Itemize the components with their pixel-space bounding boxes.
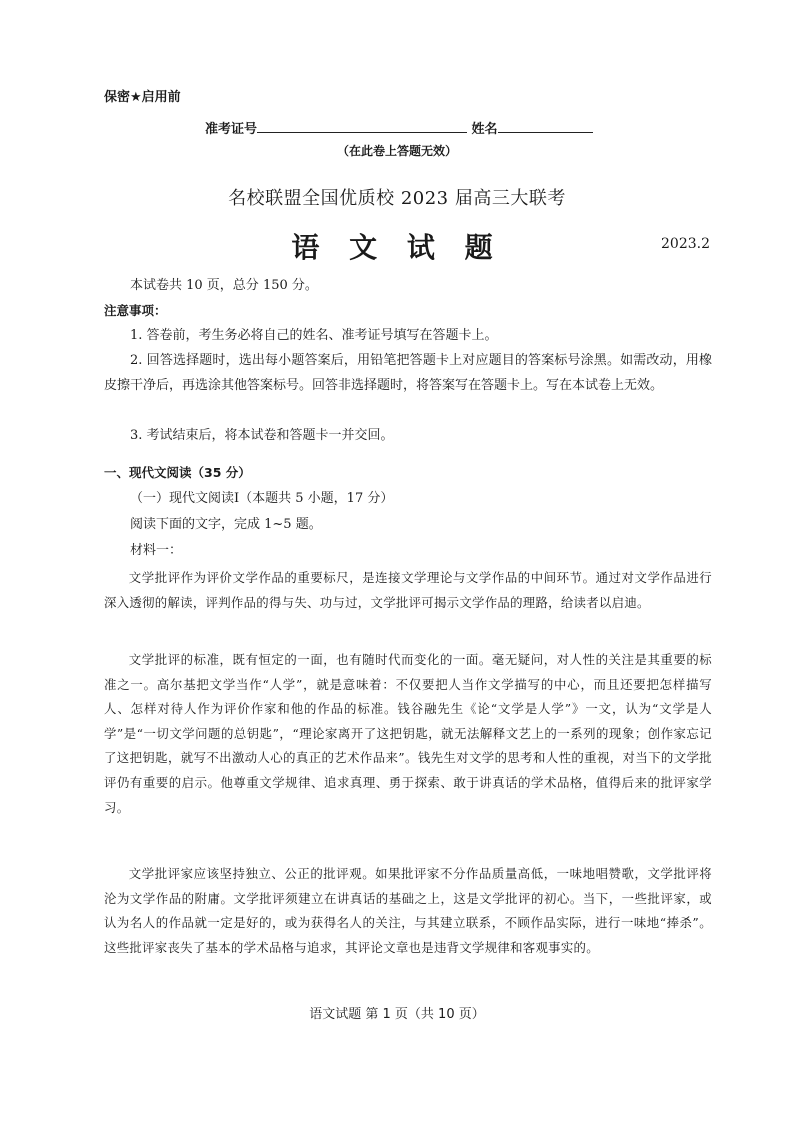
invalid-answer-note: （在此卷上答题无效） xyxy=(336,144,457,158)
section-heading: 一、现代文阅读（35 分） xyxy=(104,465,251,480)
secrecy-label: 保密★启用前 xyxy=(104,90,181,105)
exam-date: 2023.2 xyxy=(661,236,710,252)
exam-id-blank xyxy=(257,120,467,133)
page-footer: 语文试题 第 1 页（共 10 页） xyxy=(309,1007,485,1022)
material-paragraph-3: 文学批评家应该坚持独立、公正的批评观。如果批评家不分作品质量高低，一味地唱赞歌，文学批评将沦为文学作品的附庸。文学批评须建立在讲真话的基础之上，这是文学批评的初心。当下，一些批评家，或认为名人的作品就一定是好的，或为获得名人的关注，与其建立联系，不顾作品实际，进行一味地“捧杀”。这些批评家丧失了基本的学术品格与追求，其评论文章也是违背文学规律和客观事实的。 xyxy=(104,866,712,955)
material-paragraph-2: 文学批评的标准，既有恒定的一面，也有随时代而变化的一面。毫无疑问，对人性的关注是其重要的标准之一。高尔基把文学当作“人学”，就是意味着：不仅要把人当作文学描写的中心，而且还要把怎样描写人、怎样对待人作为评价作家和他的作品的标准。钱谷融先生《论“文学是人学”》一文，认为“文学是人学”是“一切文学问题的总钥匙”，“理论家离开了这把钥匙，就无法解释文艺上的一系列的现象；创作家忘记了这把钥匙，就写不出激动人心的真正的艺术作品来”。钱先生对文学的思考和人性的重视，对当下的文学批评仍有重要的启示。他尊重文学规律、追求真理、勇于探索、敢于讲真话的学术品格，值得后来的批评家学习。 xyxy=(104,652,712,815)
reading-instruction: 阅读下面的文字，完成 1~5 题。 xyxy=(130,517,322,532)
exam-id-label: 准考证号 xyxy=(205,122,258,137)
paper-summary: 本试卷共 10 页，总分 150 分。 xyxy=(130,278,318,293)
notes-heading: 注意事项： xyxy=(104,303,167,318)
section-subheading: （一）现代文阅读Ⅰ（本题共 5 小题，17 分） xyxy=(130,491,394,506)
name-blank xyxy=(498,120,593,133)
exam-name: 名校联盟全国优质校 2023 届高三大联考 xyxy=(228,188,566,209)
name-label: 姓名 xyxy=(471,122,498,137)
material-paragraph-1: 文学批评作为评价文学作品的重要标尺，是连接文学理论与文学作品的中间环节。通过对文学作品进行深入透彻的解读，评判作品的得与失、功与过，文学批评可揭示文学作品的理路，给读者以启迪。 xyxy=(104,570,712,610)
candidate-info-line xyxy=(205,118,593,137)
note-item-3: 3. 考试结束后，将本试卷和答题卡一并交回。 xyxy=(130,428,394,443)
note-item-2: 2. 回答选择题时，选出每小题答案后，用铅笔把答题卡上对应题目的答案标号涂黑。如需改动，用橡皮擦干净后，再选涂其他答案标号。回答非选择题时，将答案写在答题卡上。写在本试卷上无效。 xyxy=(104,353,712,393)
paper-title: 语 文 试 题 xyxy=(291,231,503,264)
note-item-1: 1. 答卷前，考生务必将自己的姓名、准考证号填写在答题卡上。 xyxy=(130,328,498,343)
material-label: 材料一： xyxy=(130,543,183,558)
